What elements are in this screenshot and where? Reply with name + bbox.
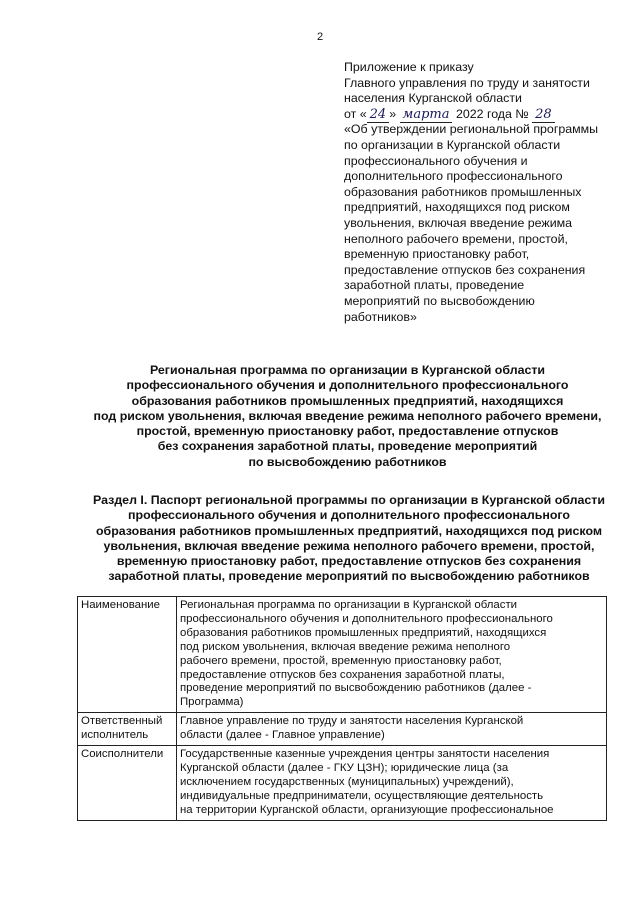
appendix-quote-line: предприятий, находящихся под риском [344, 200, 570, 215]
appendix-quote-line: мероприятий по высвобождению [344, 293, 535, 308]
table-row [78, 597, 607, 713]
appendix-line: населения Курганской области [344, 91, 522, 106]
value-line: на территории Курганской области, организующие профессиональное [180, 803, 554, 816]
value-line: индивидуальные предприниматели, осуществляющие деятельность [180, 789, 544, 802]
value-line: под риском увольнения, включая введение режима неполного [180, 640, 511, 653]
program-title [60, 363, 635, 470]
row-label [78, 713, 177, 746]
date-prefix: от « [344, 106, 367, 121]
appendix-line: Приложение к приказу [344, 60, 474, 74]
appendix-quote-line: неполного рабочего времени, простой, [344, 231, 568, 246]
value-line: рабочего времени, простой, временную приостановку работ, [180, 654, 502, 667]
section-line: временную приостановку работ, предоставление отпусков без сохранения [116, 554, 582, 569]
row-label-line: Ответственный [81, 715, 163, 728]
value-line: Государственные казенные учреждения центры занятости населения [180, 748, 550, 761]
table-row [78, 746, 607, 821]
value-line: Главное управление по труду и занятости населения Курганской [180, 715, 524, 728]
appendix-quote-line: временную приостановку работ, [344, 247, 530, 262]
appendix-quote-line: дополнительного профессионального [344, 169, 563, 184]
title-line: образования работников промышленных предприятий, находящихся [131, 393, 564, 408]
order-number-handwritten: 28 [532, 107, 555, 123]
appendix-quote-line: образования работников промышленных [344, 184, 582, 199]
appendix-quote-line: «Об утверждении региональной программы [344, 122, 599, 137]
value-line: Региональная программа по организации в Курганской области [180, 599, 518, 611]
title-line: простой, временную приостановку работ, предоставление отпусков [136, 424, 559, 439]
section-heading [74, 493, 624, 585]
appendix-quote-line: по организации в Курганской области [344, 137, 561, 152]
section-line: образования работников промышленных предприятий, находящихся под риском [95, 523, 603, 538]
title-line: по высвобождению работников [248, 454, 447, 469]
date-day-handwritten: 24 [367, 107, 390, 123]
row-value [177, 713, 607, 746]
appendix-quote-line: увольнения, включая введение режима [344, 215, 573, 230]
title-line: без сохранения заработной платы, проведение мероприятий [157, 439, 538, 454]
section-line: Раздел I. Паспорт региональной программы по организации в Курганской области [93, 493, 605, 507]
value-line: Программа) [180, 696, 244, 709]
appendix-quote-line: заработной платы, проведение [344, 278, 525, 293]
date-month-handwritten: марта [400, 107, 453, 123]
section-line: заработной платы, проведение мероприятий по высвобождению работников [108, 569, 590, 584]
row-value [177, 597, 607, 713]
title-line: профессионального обучения и дополнительного профессионального [126, 378, 569, 393]
appendix-quote-line: профессионального обучения и [344, 153, 528, 168]
date-mid: » [389, 106, 397, 121]
appendix-quote-line: работников» [344, 309, 417, 324]
title-line: под риском увольнения, включая введение режима неполного рабочего времени, [93, 408, 602, 423]
date-year: 2022 года № [455, 106, 529, 121]
row-value [177, 746, 607, 821]
appendix-line: Главного управления по труду и занятости [344, 75, 590, 90]
title-line: Региональная программа по организации в Курганской области [149, 363, 546, 377]
value-line: образования работников промышленных предприятий, находящихся [180, 626, 547, 639]
value-line: исключением государственных (муниципальных) учреждений), [180, 775, 514, 788]
row-label: Соисполнители [78, 746, 177, 821]
value-line: проведение мероприятий по высвобождению работников (далее - [180, 682, 532, 695]
value-line: Курганской области (далее - ГКУ ЦЗН); юридические лица (за [180, 761, 509, 774]
value-line: области (далее - Главное управление) [180, 729, 385, 742]
appendix-quote-line: предоставление отпусков без сохранения [344, 262, 586, 277]
value-line: профессионального обучения и дополнительного профессионального [180, 612, 553, 625]
section-line: профессионального обучения и дополнительного профессионального [128, 508, 570, 523]
value-line: предоставление отпусков без сохранения заработной платы, [180, 668, 505, 681]
appendix-block [344, 60, 624, 325]
row-label: Наименование [78, 597, 177, 713]
section-line: увольнения, включая введение режима неполного рабочего времени, простой, [103, 538, 595, 553]
page-number: 2 [316, 31, 324, 43]
table-row [78, 713, 607, 746]
row-label-line: исполнитель [81, 729, 149, 742]
appendix-date-line [344, 107, 624, 123]
passport-table [77, 596, 607, 821]
